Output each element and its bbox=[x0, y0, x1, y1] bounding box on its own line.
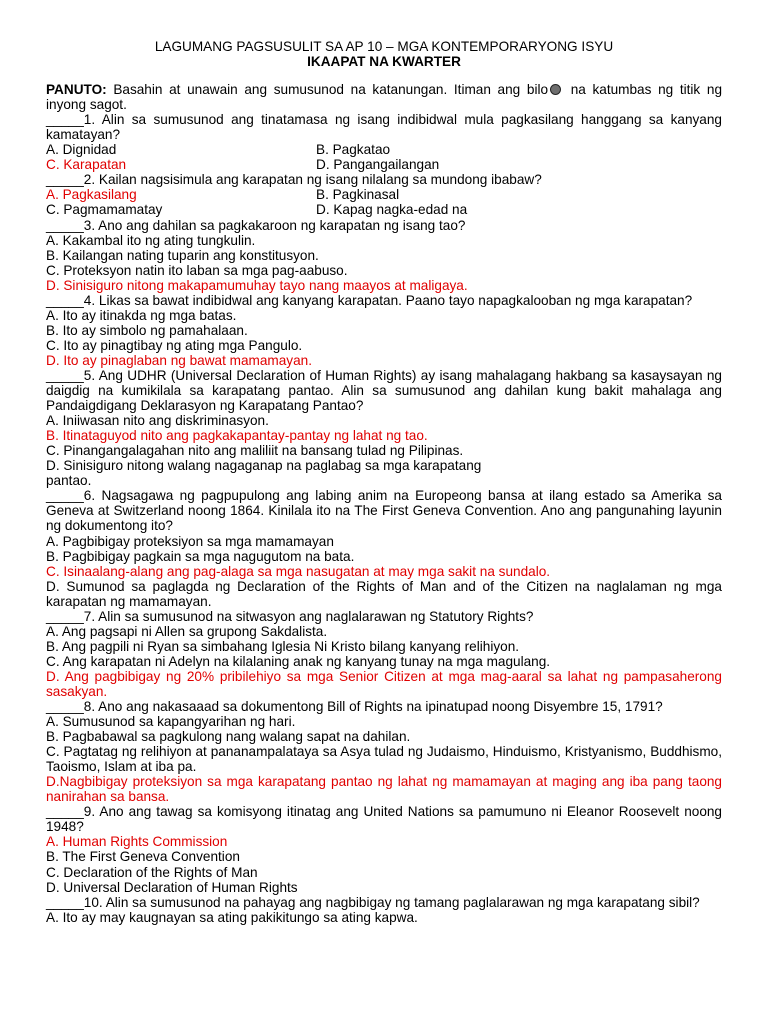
q7-option-a: A. Ang pagsapi ni Allen sa grupong Sakdalista. bbox=[46, 623, 328, 639]
q1-option-a: A. Dignidad bbox=[46, 142, 117, 158]
exam-title: LAGUMANG PAGSUSULIT SA AP 10 – MGA KONTEMPORARYONG ISYU bbox=[154, 39, 614, 54]
q2-option-c: C. Pagmamamatay bbox=[46, 202, 163, 218]
q3-option-c: C. Proteksyon natin ito laban sa mga pag-aabuso. bbox=[46, 262, 348, 278]
instructions bbox=[46, 82, 722, 112]
question-1: _____1. Alin sa sumusunod ang tinatamasa ng isang indibidwal mula pagkasilang hanggang sa kanyang kamatayan? bbox=[46, 112, 722, 143]
answer-bubble-icon bbox=[550, 84, 561, 95]
q4-option-d: D. Ito ay pinaglaban ng bawat mamamayan. bbox=[46, 352, 312, 368]
q6-option-a: A. Pagbibigay proteksiyon sa mga mamamayan bbox=[46, 533, 334, 549]
q2-options-row-1 bbox=[46, 187, 722, 202]
q9-option-b: B. The First Geneva Convention bbox=[46, 849, 240, 865]
q4-option-a: A. Ito ay itinakda ng mga batas. bbox=[46, 307, 237, 323]
q8-option-b: B. Pagbabawal sa pagkulong nang walang sapat na dahilan. bbox=[46, 729, 411, 745]
q5-option-b: B. Itinataguyod nito ang pagkakapantay-pantay ng lahat ng tao. bbox=[46, 428, 428, 444]
q5-option-c: C. Pinangangalagahan nito ang maliliit na bansang tulad ng Pilipinas. bbox=[46, 443, 464, 459]
question-9: _____9. Ano ang tawag sa komisyong itinatag ang United Nations sa pamumuno ni Eleanor Roosevelt noong 1948? bbox=[46, 804, 722, 835]
quarter-title: IKAAPAT NA KWARTER bbox=[307, 54, 461, 70]
q6-option-c: C. Isinaalang-alang ang pag-alaga sa mga nasugatan at may mga sakit na sundalo. bbox=[46, 563, 551, 579]
question-3: _____3. Ano ang dahilan sa pagkakaroon ng karapatan ng isang tao? bbox=[46, 217, 466, 233]
q1-option-b: B. Pagkatao bbox=[316, 142, 391, 158]
q3-option-d: D. Sinisiguro nitong makapamumuhay tayo nang maayos at maligaya. bbox=[46, 277, 468, 293]
q1-options-row-2 bbox=[46, 157, 722, 172]
instructions-text-1: Basahin at unawain ang sumusunod na katanungan. Itiman ang bilo bbox=[106, 82, 549, 98]
q2-options-row-2 bbox=[46, 202, 722, 217]
q4-option-b: B. Ito ay simbolo ng pamahalaan. bbox=[46, 322, 248, 338]
q7-option-d: D. Ang pagbibigay ng 20% pribilehiyo sa mga Senior Citizen at mga mag-aaral sa lahat ng pampasaherong sasakyan. bbox=[46, 668, 722, 699]
q6-option-b: B. Pagbibigay pagkain sa mga nagugutom na bata. bbox=[46, 548, 355, 564]
question-4: _____4. Likas sa bawat indibidwal ang kanyang karapatan. Paano tayo napagkalooban ng mga karapatan? bbox=[46, 292, 693, 308]
question-6: _____6. Nagsagawa ng pagpupulong ang labing anim na Europeong bansa at ilang estado sa Amerika sa Geneva at Switzerland noong 1864. Kinilala ito na The First Geneva Convention. Ano ang pangunahing layunin ng dokumentong ito? bbox=[46, 488, 722, 534]
q5-option-a: A. Iniiwasan nito ang diskriminasyon. bbox=[46, 413, 269, 429]
question-8: _____8. Ano ang nakasaaad sa dokumentong Bill of Rights na ipinatupad noong Disyembre 15, 1791? bbox=[46, 699, 663, 715]
instructions-label: PANUTO: bbox=[46, 82, 107, 98]
q1-option-d: D. Pangangailangan bbox=[316, 157, 440, 173]
q8-option-d: D.Nagbibigay proteksiyon sa mga karapatang pantao ng lahat ng mamamayan at maging ang iba pang taong nanirahan sa bansa. bbox=[46, 774, 722, 805]
q10-option-a: A. Ito ay may kaugnayan sa ating pakikitungo sa ating kapwa. bbox=[46, 909, 418, 925]
q9-option-c: C. Declaration of the Rights of Man bbox=[46, 864, 258, 880]
q8-option-c: C. Pagtatag ng relihiyon at pananampalataya sa Asya tulad ng Judaismo, Hinduismo, Kristyanismo, Buddhismo, Taoismo, Islam at iba pa. bbox=[46, 744, 722, 775]
question-2: _____2. Kailan nagsisimula ang karapatan ng isang nilalang sa mundong ibabaw? bbox=[46, 172, 542, 188]
q5-option-d-line1: D. Sinisiguro nitong walang nagaganap na paglabag sa mga karapatang bbox=[46, 458, 482, 474]
question-10: _____10. Alin sa sumusunod na pahayag ang nagbibigay ng tamang paglalarawan ng mga karapatang sibil? bbox=[46, 894, 700, 910]
q9-option-d: D. Universal Declaration of Human Rights bbox=[46, 879, 298, 895]
q4-option-c: C. Ito ay pinagtibay ng ating mga Pangulo. bbox=[46, 337, 303, 353]
q7-option-c: C. Ang karapatan ni Adelyn na kilalaning anak ng kanyang tunay na mga magulang. bbox=[46, 653, 551, 669]
question-7: _____7. Alin sa sumusunod na sitwasyon ang naglalarawan ng Statutory Rights? bbox=[46, 608, 534, 624]
q8-option-a: A. Sumusunod sa kapangyarihan ng hari. bbox=[46, 714, 296, 730]
q2-option-a: A. Pagkasilang bbox=[46, 187, 137, 203]
q9-option-a: A. Human Rights Commission bbox=[46, 834, 228, 850]
q1-option-c: C. Karapatan bbox=[46, 157, 127, 173]
q5-option-d-line2: pantao. bbox=[46, 473, 92, 489]
q1-options-row-1 bbox=[46, 142, 722, 157]
q2-option-b: B. Pagkinasal bbox=[316, 187, 400, 203]
q3-option-a: A. Kakambal ito ng ating tungkulin. bbox=[46, 232, 256, 248]
q7-option-b: B. Ang pagpili ni Ryan sa simbahang Iglesia Ni Kristo bilang kanyang relihiyon. bbox=[46, 638, 520, 654]
question-5: _____5. Ang UDHR (Universal Declaration of Human Rights) ay isang mahalagang hakbang sa kasaysayan ng daigdig na kumikilala sa karapatang pantao. Alin sa sumusunod ang dahilan kung bakit mahalaga ang Pandaigdigang Deklarasyon ng Karapatang Pantao? bbox=[46, 367, 722, 414]
exam-page bbox=[46, 39, 722, 925]
instructions-text-2: na katumbas ng titik ng inyong sagot. bbox=[46, 82, 723, 113]
q2-option-d: D. Kapag nagka-edad na bbox=[316, 202, 468, 218]
q6-option-d: D. Sumunod sa paglagda ng Declaration of the Rights of Man and of the Citizen na naglalaman ng mga karapatan ng mamamayan. bbox=[46, 578, 722, 609]
q3-option-b: B. Kailangan nating tuparin ang konstitusyon. bbox=[46, 247, 319, 263]
